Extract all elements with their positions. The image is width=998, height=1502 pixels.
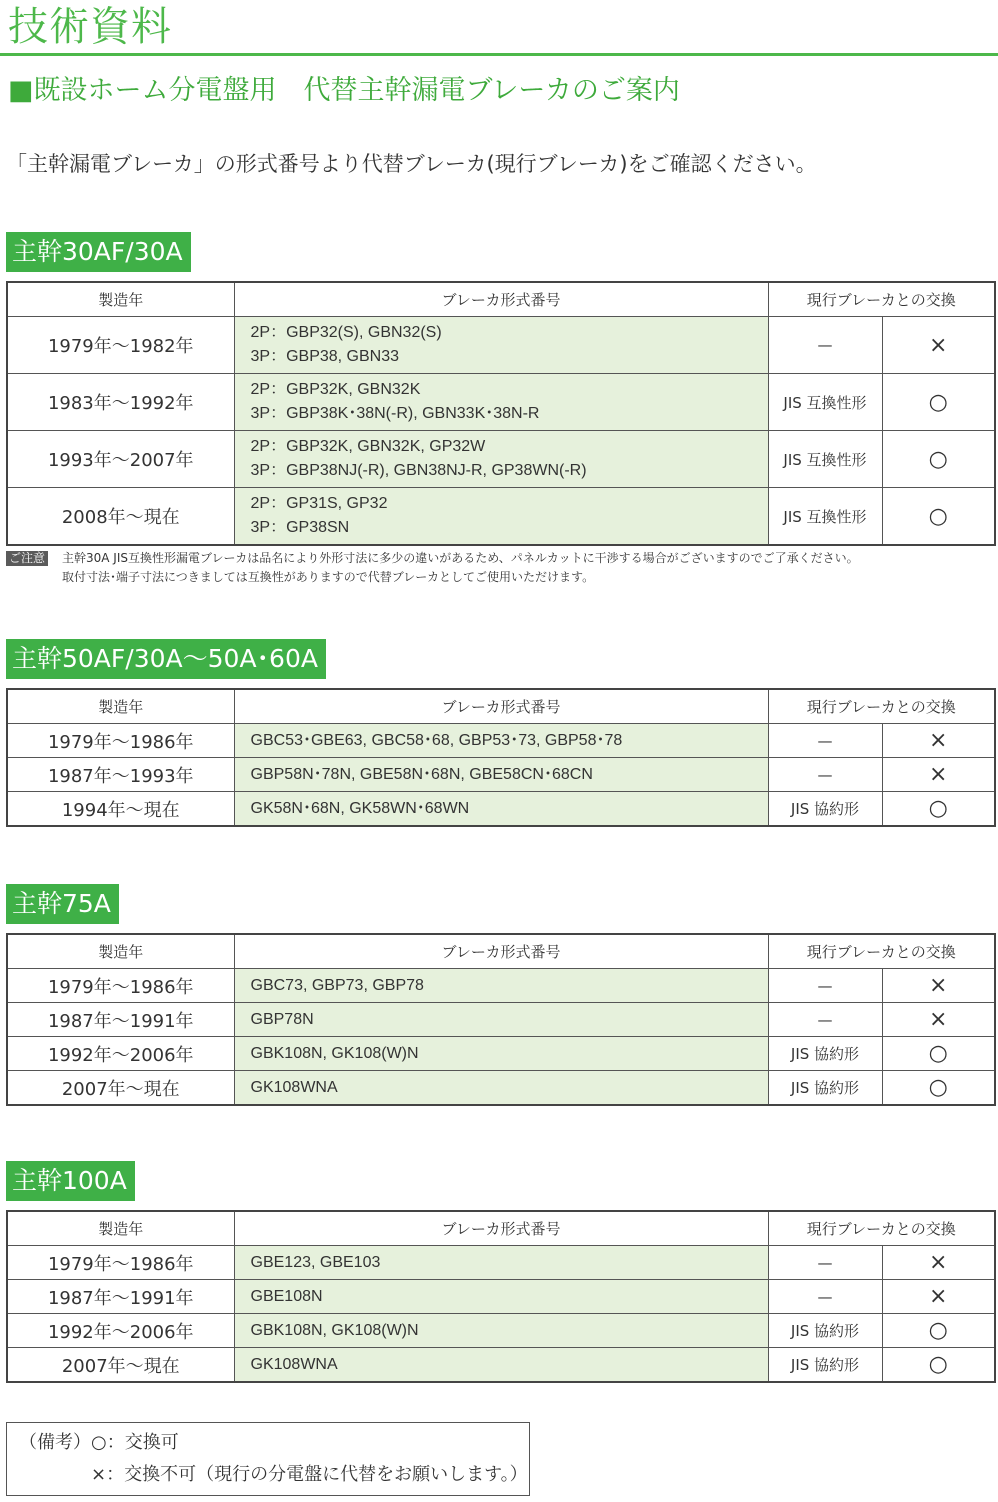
year-cell: 1992年〜2006年 [7,1314,234,1348]
model-cell: GK58N･68N, GK58WN･68WN [234,792,768,827]
table-row [7,431,995,488]
exchange-mark: ○ [882,1314,995,1348]
caution-badge: ご注意 [6,551,48,566]
table-row [7,969,995,1003]
model-2p: 2P：GBP32(S), GBN32(S) [250,324,442,341]
model-3p: 3P：GP38SN [250,519,350,536]
compat-cell: JIS 互換性形 [768,488,882,546]
compat-cell: — [768,1280,882,1314]
compat-cell: JIS 協約形 [768,1314,882,1348]
compat-cell: JIS 互換性形 [768,431,882,488]
title-divider [0,53,998,56]
table-row [7,724,995,758]
exchange-mark: ○ [882,1037,995,1071]
model-cell [234,374,768,431]
model-2p: 2P：GBP32K, GBN32K, GP32W [250,438,486,455]
header-exchange: 現行ブレーカとの交換 [768,689,995,724]
year-cell: 2007年〜現在 [7,1348,234,1383]
compat-cell: — [768,758,882,792]
exchange-mark: × [882,724,995,758]
remark-not-exchangeable: ×：交換不可（現行の分電盤に代替をお願いします。） [19,1464,528,1485]
table-row [7,488,995,546]
compat-cell: — [768,1003,882,1037]
model-2p: 2P：GP31S, GP32 [250,495,388,512]
remarks-box [6,1422,530,1496]
table-row [7,1003,995,1037]
compat-cell: JIS 協約形 [768,1071,882,1106]
model-cell [234,431,768,488]
table-row [7,1071,995,1106]
breaker-table-30a [6,281,996,546]
model-cell: GBK108N, GK108(W)N [234,1314,768,1348]
compat-cell: JIS 協約形 [768,1348,882,1383]
year-cell: 1979年〜1986年 [7,969,234,1003]
compat-cell: — [768,969,882,1003]
header-year: 製造年 [7,282,234,317]
year-cell: 1994年〜現在 [7,792,234,827]
model-cell: GBC73, GBP73, GBP78 [234,969,768,1003]
header-model: ブレーカ形式番号 [234,1211,768,1246]
model-cell: GBE123, GBE103 [234,1246,768,1280]
table-row [7,1246,995,1280]
exchange-mark: × [882,317,995,374]
exchange-mark: ○ [882,1348,995,1383]
section-label-50a: 主幹50AF/30A〜50A･60A [6,639,326,679]
model-cell: GBC53･GBE63, GBC58･68, GBP53･73, GBP58･78 [234,724,768,758]
header-year: 製造年 [7,1211,234,1246]
table-row [7,317,995,374]
exchange-mark: × [882,758,995,792]
header-year: 製造年 [7,689,234,724]
compat-cell: — [768,1246,882,1280]
section-label-100a: 主幹100A [6,1161,135,1201]
model-3p: 3P：GBP38, GBN33 [250,348,400,365]
header-exchange: 現行ブレーカとの交換 [768,934,995,969]
year-cell: 1987年〜1991年 [7,1280,234,1314]
table-row [7,374,995,431]
model-cell: GBP58N･78N, GBE58N･68N, GBE58CN･68CN [234,758,768,792]
caution-text-1: 主幹30A JIS互換性形漏電ブレーカは品名により外形寸法に多少の違いがあるため、パネルカットに干渉する場合がございますのでご了承ください。 [62,551,859,565]
exchange-mark: ○ [882,374,995,431]
year-cell: 1979年〜1986年 [7,724,234,758]
header-exchange: 現行ブレーカとの交換 [768,1211,995,1246]
compat-cell: JIS 互換性形 [768,374,882,431]
breaker-table-100a [6,1210,996,1383]
header-model: ブレーカ形式番号 [234,689,768,724]
exchange-mark: ○ [882,488,995,546]
header-model: ブレーカ形式番号 [234,934,768,969]
table-row [7,792,995,827]
section-label-75a: 主幹75A [6,884,119,924]
year-cell: 1979年〜1982年 [7,317,234,374]
compat-cell: JIS 協約形 [768,792,882,827]
header-year: 製造年 [7,934,234,969]
table-row [7,1314,995,1348]
exchange-mark: × [882,1246,995,1280]
year-cell: 2007年〜現在 [7,1071,234,1106]
model-cell: GK108WNA [234,1071,768,1106]
exchange-mark: × [882,1003,995,1037]
model-2p: 2P：GBP32K, GBN32K [250,381,421,398]
year-cell: 2008年〜現在 [7,488,234,546]
model-3p: 3P：GBP38NJ(-R), GBN38NJ-R, GP38WN(-R) [250,462,587,479]
year-cell: 1983年〜1992年 [7,374,234,431]
model-cell: GBP78N [234,1003,768,1037]
year-cell: 1987年〜1993年 [7,758,234,792]
page-subtitle: ■既設ホーム分電盤用 代替主幹漏電ブレーカのご案内 [8,75,680,106]
table-row [7,1037,995,1071]
compat-cell: JIS 協約形 [768,1037,882,1071]
table-row [7,758,995,792]
breaker-table-75a [6,933,996,1106]
breaker-table-50a [6,688,996,827]
exchange-mark: × [882,969,995,1003]
year-cell: 1993年〜2007年 [7,431,234,488]
page-title: 技術資料 [8,4,172,50]
header-exchange: 現行ブレーカとの交換 [768,282,995,317]
exchange-mark: ○ [882,792,995,827]
compat-cell: — [768,724,882,758]
model-cell: GBK108N, GK108(W)N [234,1037,768,1071]
model-cell [234,488,768,546]
year-cell: 1979年〜1986年 [7,1246,234,1280]
model-cell: GK108WNA [234,1348,768,1383]
exchange-mark: ○ [882,431,995,488]
model-cell: GBE108N [234,1280,768,1314]
intro-text: 「主幹漏電ブレーカ」の形式番号より代替ブレーカ(現行ブレーカ)をご確認ください。 [6,152,817,176]
table-row [7,1348,995,1383]
year-cell: 1992年〜2006年 [7,1037,234,1071]
remark-exchangeable: （備考）○：交換可 [19,1432,179,1453]
table-row [7,1280,995,1314]
header-model: ブレーカ形式番号 [234,282,768,317]
compat-cell: — [768,317,882,374]
caution-text-2: 取付寸法･端子寸法につきましては互換性がありますので代替ブレーカとしてご使用いただけます。 [62,570,595,584]
exchange-mark: ○ [882,1071,995,1106]
exchange-mark: × [882,1280,995,1314]
model-cell [234,317,768,374]
year-cell: 1987年〜1991年 [7,1003,234,1037]
model-3p: 3P：GBP38K･38N(-R), GBN33K･38N-R [250,405,540,422]
section-label-30a: 主幹30AF/30A [6,232,191,272]
